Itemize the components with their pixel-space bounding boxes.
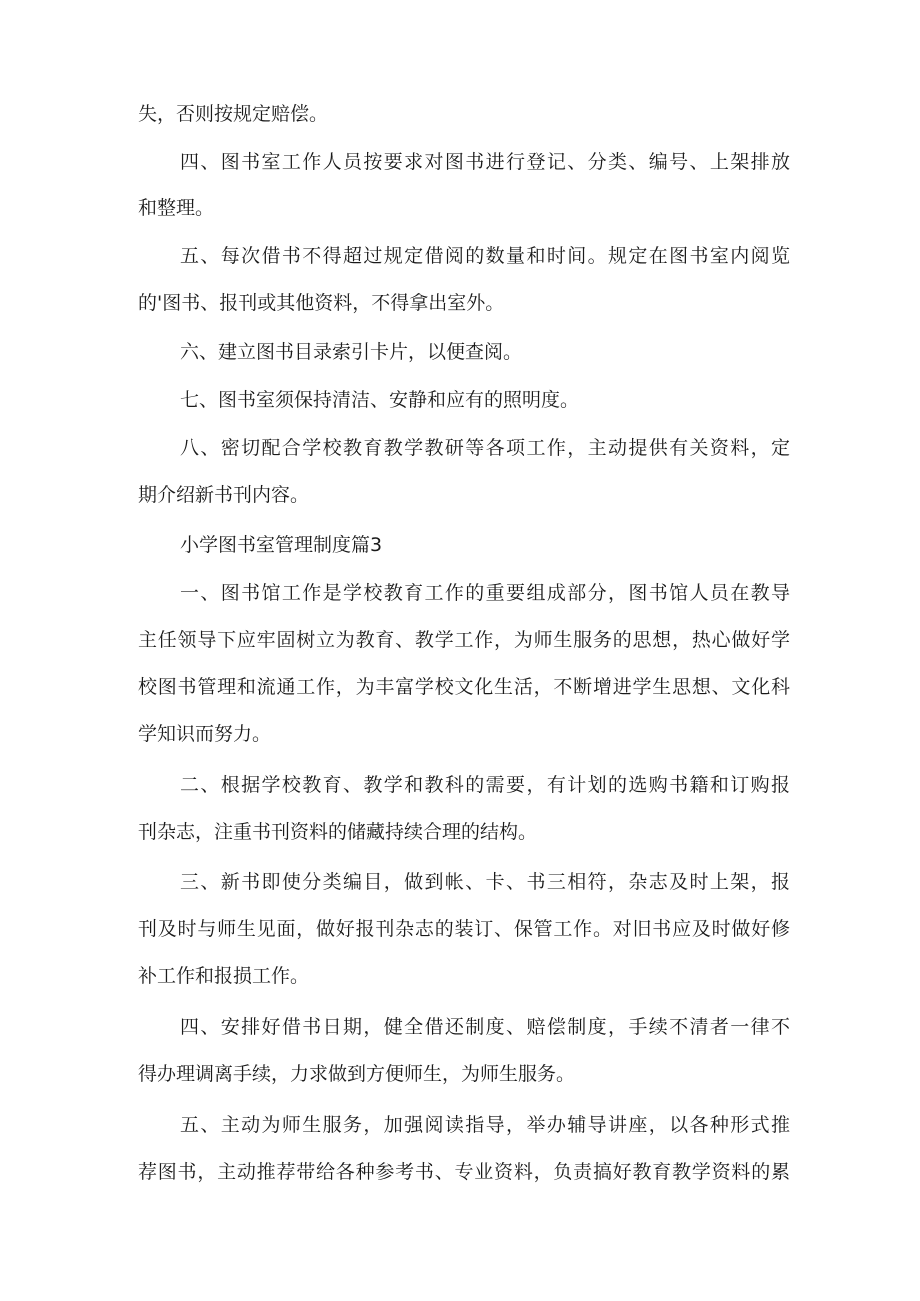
- text-line: 刊杂志，注重书刊资料的储藏持续合理的结构。: [138, 821, 538, 843]
- text-line: 期介绍新书刊内容。: [138, 484, 310, 506]
- text-line: 四、安排好借书日期，健全借还制度、赔偿制度，手续不清者一律不: [180, 1016, 790, 1038]
- text-line: 五、主动为师生服务，加强阅读指导，举办辅导讲座，以各种形式推: [180, 1114, 790, 1136]
- text-line: 六、建立图书目录索引卡片，以便查阅。: [180, 341, 523, 363]
- text-line: 补工作和报损工作。: [138, 965, 310, 987]
- text-line: 学知识而努力。: [138, 723, 272, 745]
- text-line: 得办理调离手续，力求做到方便师生，为师生服务。: [138, 1063, 576, 1085]
- text-line: 失，否则按规定赔偿。: [138, 103, 329, 125]
- text-line: 二、根据学校教育、教学和教科的需要，有计划的选购书籍和订购报: [180, 774, 790, 796]
- text-line: 的'图书、报刊或其他资料，不得拿出室外。: [138, 292, 505, 314]
- text-line: 四、图书室工作人员按要求对图书进行登记、分类、编号、上架排放: [180, 151, 790, 173]
- text-line: 刊及时与师生见面，做好报刊杂志的装订、保管工作。对旧书应及时做好修: [138, 918, 790, 940]
- text-line: 八、密切配合学校教育教学教研等各项工作，主动提供有关资料，定: [180, 437, 790, 459]
- text-line: 一、图书馆工作是学校教育工作的重要组成部分，图书馆人员在教导: [180, 582, 790, 604]
- text-line: 七、图书室须保持清洁、安静和应有的照明度。: [180, 389, 580, 411]
- text-line: 主任领导下应牢固树立为教育、教学工作，为师生服务的思想，热心做好学: [138, 629, 790, 651]
- text-line: 和整理。: [138, 197, 215, 219]
- text-line: 荐图书，主动推荐带给各种参考书、专业资料，负责搞好教育教学资料的累: [138, 1161, 790, 1183]
- section-heading: 小学图书室管理制度篇3: [180, 534, 383, 556]
- text-line: 校图书管理和流通工作，为丰富学校文化生活，不断增进学生思想、文化科: [138, 676, 790, 698]
- text-line: 三、新书即使分类编目，做到帐、卡、书三相符，杂志及时上架，报: [180, 871, 790, 893]
- text-line: 五、每次借书不得超过规定借阅的数量和时间。规定在图书室内阅览: [180, 245, 790, 267]
